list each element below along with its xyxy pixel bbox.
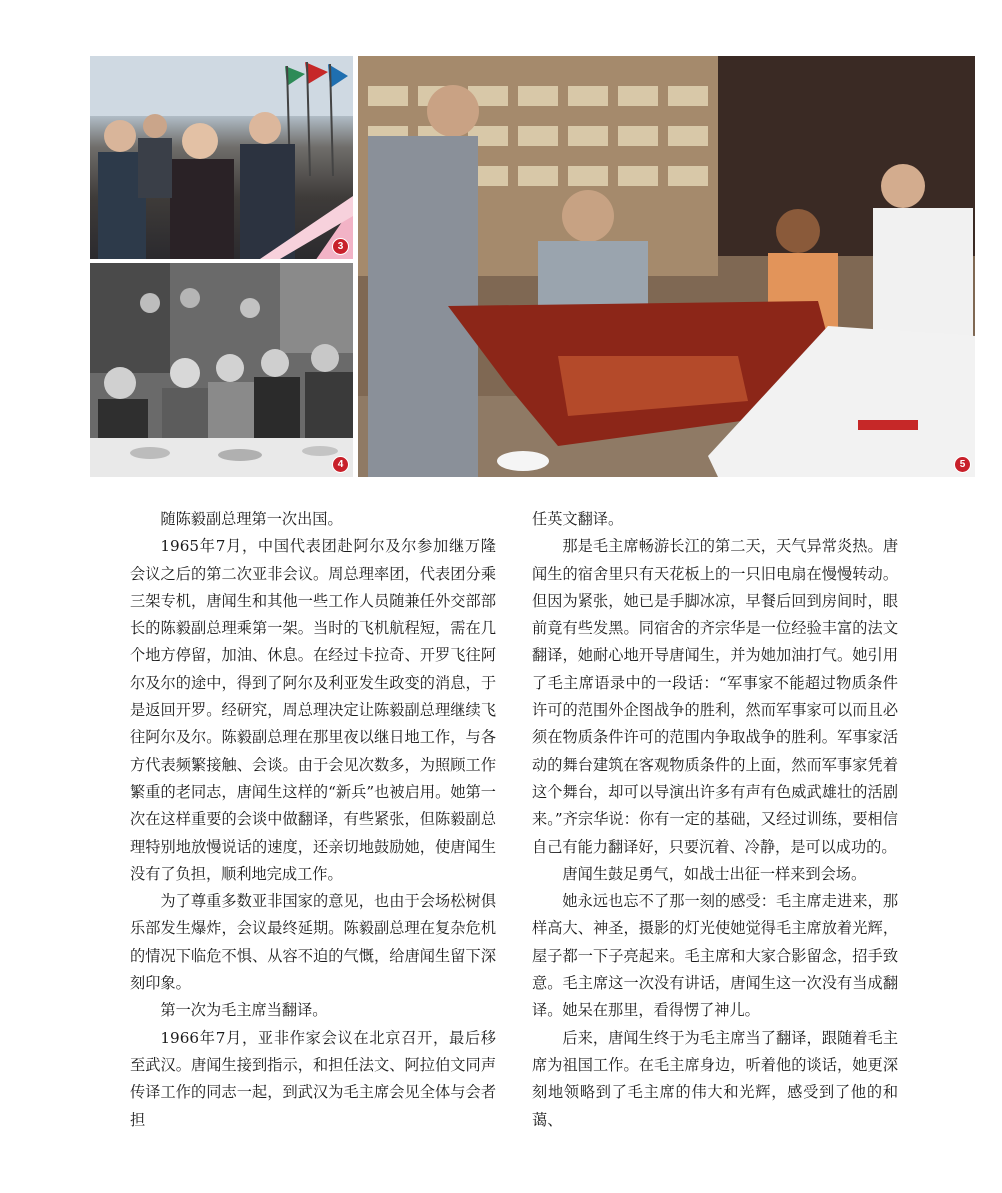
paragraph: 1965年7月，中国代表团赴阿尔及尔参加继万隆会议之后的第二次亚非会议。周总理率团，代表团分乘三架专机，唐闻生和其他一些工作人员随兼任外交部部长的陈毅副总理乘第一架。当时的飞机航程短，需在几个地方停留，加油、休息。在经过卡拉奇、开罗飞往阿尔及尔的途中，得到了阿尔及利亚发生政变的消息，于是返回开罗。经研究，周总理决定让陈毅副总理继续飞往阿尔及尔。陈毅副总理在那里夜以继日地工作，与各方代表频繁接触、会谈。由于会见次数多，为照顾工作繁重的老同志，唐闻生这样的“新兵”也被启用。她第一次在这样重要的会谈中做翻译，有些紧张，但陈毅副总理特别地放慢说话的速度，还亲切地鼓励她，使唐闻生没有了负担，顺利地完成工作。 [130, 537, 496, 883]
paragraph: 随陈毅副总理第一次出国。 [160, 510, 343, 528]
paragraph-continued: 任英文翻译。 [532, 510, 624, 528]
paragraph: 那是毛主席畅游长江的第二天，天气异常炎热。唐闻生的宿舍里只有天花板上的一只旧电扇在慢慢转动。但因为紧张，她已是手脚冰凉，早餐后回到房间时，眼前竟有些发黑。同宿舍的齐宗华是一位经验丰富的法文翻译，她耐心地开导唐闻生，并为她加油打气。她引用了毛主席语录中的一段话：“军事家不能超过物质条件许可的范围外企图战争的胜利，然而军事家可以而且必须在物质条件许可的范围内争取战争的胜利。军事家活动的舞台建筑在客观物质条件的上面，然而军事家凭着这个舞台，却可以导演出许多有声有色威武雄壮的活剧来。”齐宗华说：你有一定的基础，又经过训练，要相信自己有能力翻译好，只要沉着、冷静，是可以成功的。 [532, 537, 898, 856]
photo-crowd-with-flags [90, 56, 353, 259]
photo-banquet [90, 263, 353, 477]
paragraph: 唐闻生鼓足勇气，如战士出征一样来到会场。 [562, 864, 867, 883]
paragraph: 为了尊重多数亚非国家的意见，也由于会场松树俱乐部发生爆炸，会议最终延期。陈毅副总理在复杂危机的情况下临危不惧、从容不迫的气慨，给唐闻生留下深刻印象。 [130, 892, 496, 993]
photo3-illustration [90, 56, 353, 259]
article-column-right [532, 506, 898, 1134]
photo-meeting-with-tapestry [358, 56, 975, 477]
paragraph: 1966年7月，亚非作家会议在北京召开，最后移至武汉。唐闻生接到指示，和担任法文、阿拉伯文同声传译工作的同志一起，到武汉为毛主席会见全体与会者担 [130, 1028, 496, 1129]
paragraph: 第一次为毛主席当翻译。 [160, 1001, 328, 1020]
photo5-illustration [358, 56, 975, 477]
paragraph: 她永远也忘不了那一刻的感受：毛主席走进来，那样高大、神圣，摄影的灯光使她觉得毛主席放着光辉，屋子都一下子亮起来。毛主席和大家合影留念，招手致意。毛主席这一次没有讲话，唐闻生这一次没有当成翻译。她呆在那里，看得愣了神儿。 [532, 892, 898, 1020]
photo-number-badge: 5 [954, 456, 971, 473]
photo-number-badge: 3 [332, 238, 349, 255]
photo4-illustration [90, 263, 353, 477]
article-column-left [130, 506, 496, 1134]
paragraph: 后来，唐闻生终于为毛主席当了翻译，跟随着毛主席为祖国工作。在毛主席身边，听着他的谈话，她更深刻地领略到了毛主席的伟大和光辉，感受到了他的和蔼、 [532, 1028, 898, 1129]
photo-number-badge: 4 [332, 456, 349, 473]
